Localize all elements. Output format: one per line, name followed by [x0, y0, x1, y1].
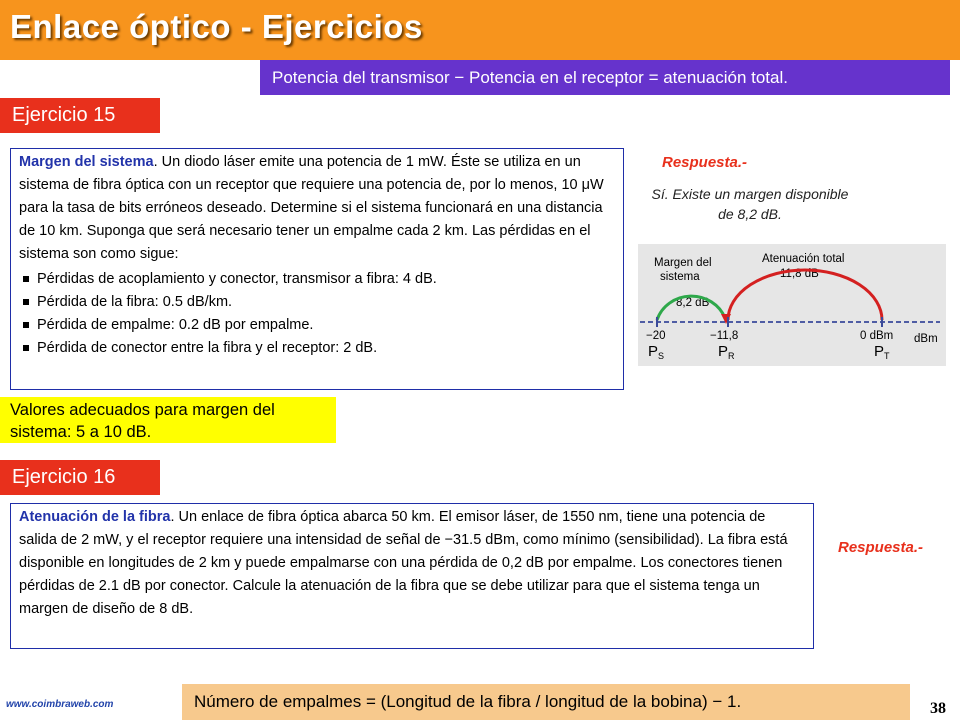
page-number: 38 [930, 700, 946, 717]
exercise-15-tag: Ejercicio 15 [0, 98, 160, 133]
exercise-15-answer: Sí. Existe un margen disponible de 8,2 dB. [651, 186, 849, 222]
exercise-16-lead: Atenuación de la fibra [19, 509, 171, 525]
exercise-15-response-label: Respuesta.- [662, 154, 748, 171]
symbol-ps: $P_S$ [648, 343, 665, 361]
exercise-16-box [10, 503, 814, 649]
loss-text: Pérdidas de acoplamiento y conector, transmisor a fibra: 4 dB. [37, 271, 437, 287]
axis-unit: dBm [914, 333, 938, 345]
atten-value: 11,8 dB [780, 268, 819, 280]
page-title: Enlace óptico - Ejercicios [10, 8, 423, 45]
tick-label-pt: 0 dBm [860, 330, 894, 342]
atten-label: Atenuación total [762, 253, 845, 265]
loss-text: Pérdida de la fibra: 0.5 dB/km. [37, 294, 233, 310]
exercise-15-lead: Margen del sistema [19, 154, 154, 170]
power-budget-diagram [638, 244, 946, 366]
exercise-16-statement [19, 506, 805, 621]
margin-note: Valores adecuados para margen del sistema: 5 a 10 dB. [0, 397, 336, 443]
exercise-16-tag: Ejercicio 16 [0, 460, 160, 495]
margin-value: 8,2 dB [676, 297, 710, 309]
title-bar [0, 0, 960, 60]
site-url[interactable]: www.coimbraweb.com [6, 699, 114, 710]
symbol-pt: $P_T$ [874, 343, 890, 361]
loss-text: Pérdida de empalme: 0.2 dB por empalme. [37, 317, 314, 333]
splice-formula: Número de empalmes = (Longitud de la fibra / longitud de la bobina) − 1. [182, 684, 910, 720]
list-item [19, 291, 615, 314]
exercise-16-text: . Un enlace de fibra óptica abarca 50 km. El emisor láser, de 1550 nm, tiene una potencia de salida de 2 mW, y el receptor requiere una intensidad de señal de −31.5 dBm, como mínimo (sensibilidad). La fibra está disponible en longitudes de 2 km y puede empalmarse con una pérdida de 0,2 dB por empalme. Los conectores tienen pérdidas de 2.1 dB por conector. Calcule la atenuación de la fibra que se debe utilizar para que el sistema tenga un margen de diseño de 8 dB. [19, 509, 788, 617]
bullet-icon [23, 322, 29, 328]
formula-banner: Potencia del transmisor − Potencia en el receptor = atenuación total. [260, 60, 950, 95]
exercise-15-box [10, 148, 624, 390]
list-item [19, 337, 615, 360]
margin-label-line1: Margen del [654, 257, 712, 269]
symbol-pr: $P_R$ [718, 343, 735, 361]
tick-label-ps: −20 [646, 330, 666, 342]
exercise-15-statement [19, 151, 615, 266]
list-item [19, 314, 615, 337]
exercise-15-text: . Un diodo láser emite una potencia de 1 mW. Éste se utiliza en un sistema de fibra óptica con un receptor que requiere una potencia de, por lo menos, 10 μW para la tasa de bits erróneos deseado. Determine si el sistema funcionará en una distancia de 10 km. Suponga que será necesario tener un empalme cada 2 km. Las pérdidas en el sistema son como sigue: [19, 154, 604, 262]
exercise-16-response-label: Respuesta.- [838, 539, 924, 556]
loss-list [19, 268, 615, 360]
tick-label-pr: −11,8 [710, 330, 739, 342]
bullet-icon [23, 345, 29, 351]
bullet-icon [23, 299, 29, 305]
bullet-icon [23, 276, 29, 282]
margin-label-line2: sistema [660, 271, 700, 283]
loss-text: Pérdida de conector entre la fibra y el receptor: 2 dB. [37, 340, 378, 356]
list-item [19, 268, 615, 291]
